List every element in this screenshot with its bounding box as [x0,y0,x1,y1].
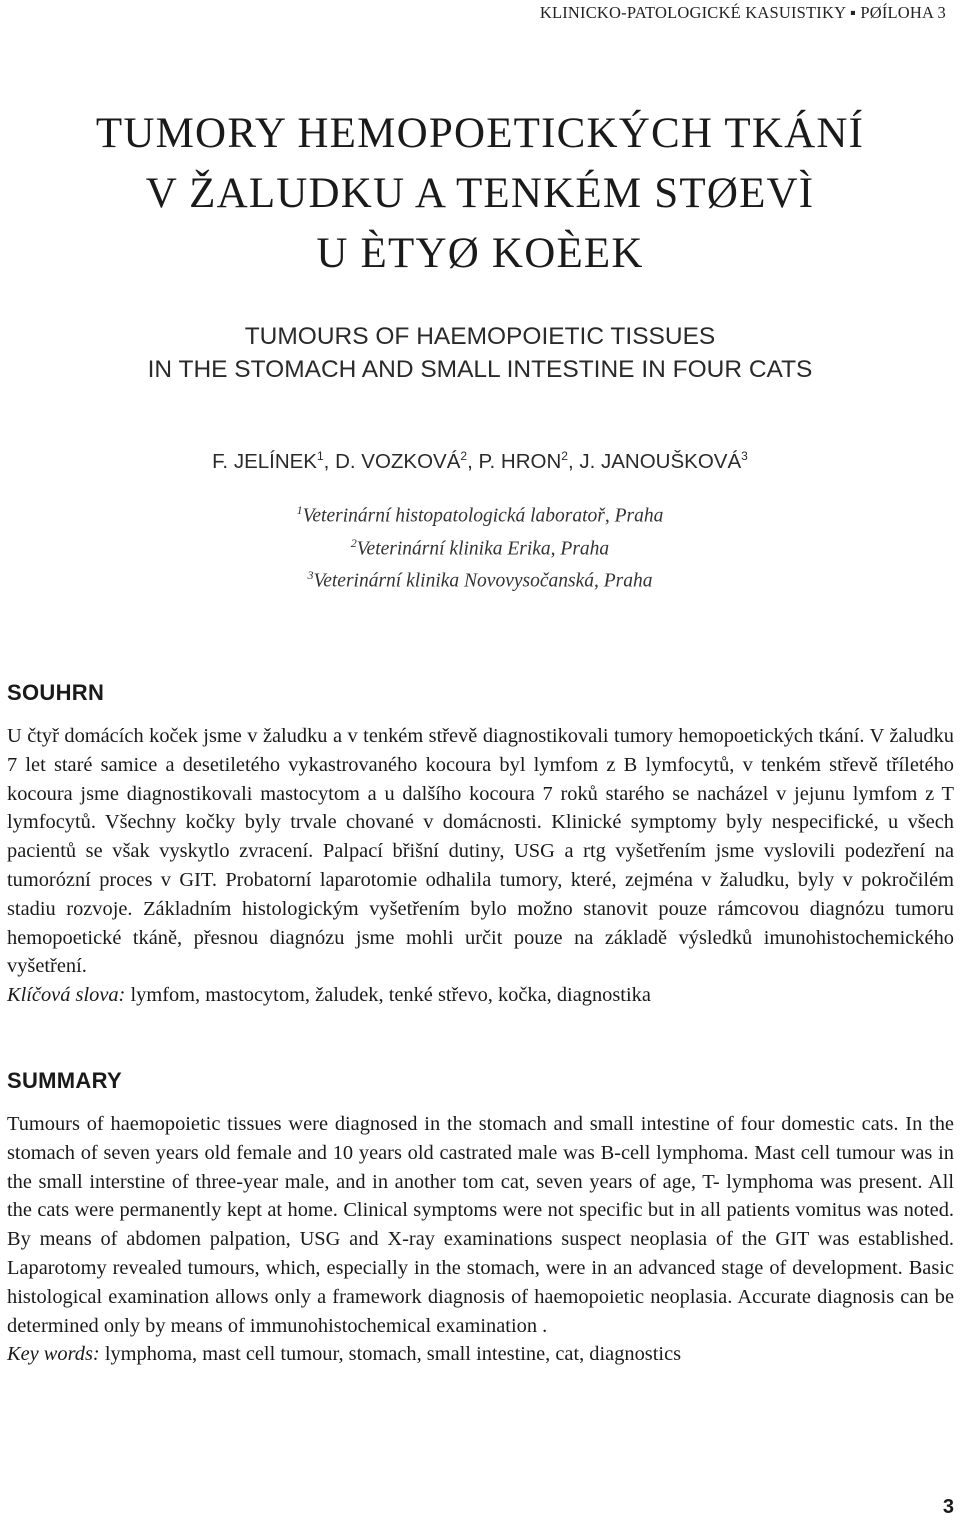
souhrn-keywords [7,981,954,1010]
souhrn-heading: SOUHRN [7,680,105,705]
english-title [0,320,960,386]
keywords-label: Key words: [7,1343,100,1366]
summary-keywords [7,1340,954,1369]
affiliation-mark: 2 [350,535,357,550]
affiliation-text: Veterinární histopatologická laboratoř, Praha [302,505,664,527]
author-affiliation-mark: 1 [316,449,324,463]
article-title [0,104,960,284]
author-affiliation-mark: 2 [561,449,568,463]
keywords-label: Klíčová slova: [7,984,126,1007]
running-head: KLINICKO-PATOLOGICKÉ KASUISTIKY ▪ PØÍLOHA 3 [539,3,946,22]
affiliation-text: Veterinární klinika Novovysočanská, Praha [313,570,653,592]
title-line: TUMORY HEMOPOETICKÝCH TKÁNÍ [95,110,865,157]
title-line: U ÈTYØ KOÈEK [316,230,644,277]
author-name: J. JANOUŠKOVÁ [579,449,742,473]
author-affiliation-mark: 3 [741,449,748,463]
affiliations [0,497,960,595]
affiliation-mark: 3 [307,568,314,582]
author-name: D. VOZKOVÁ [335,449,461,473]
affiliation [0,497,960,530]
summary-abstract: Tumours of haemopoietic tissues were diagnosed in the stomach and small intestine of four domestic cats. In the stomach of seven years old female and 10 years old castrated male was B-cell lymphoma. Mast cell tumour was in the small interstine of three-year male, and in another tom cat, seven years of age, T- lymphoma was present. All the cats were permanently kept at home. Clinical symptoms were not specific but in all patients vomitus was noted. By means of abdomen palpation, USG and X-ray examinations suspect neoplasia of the GIT was established. Laparotomy revealed tumours, which, especially in the stomach, were in an advanced stage of development. Basic histological examination allows only a framework diagnosis of haemopoietic neoplasia. Accurate diagnosis can be determined only by means of immunohistochemical examination . [7,1113,954,1337]
english-title-line: IN THE STOMACH AND SMALL INTESTINE IN FOUR CATS [147,356,813,383]
keywords-list: lymphoma, mast cell tumour, stomach, small intestine, cat, diagnostics [104,1343,682,1366]
souhrn-abstract: U čtyř domácích koček jsme v žaludku a v tenkém střevě diagnostikovali tumory hemopoetických tkání. V žaludku 7 let staré samice a desetiletého vykastrovaného kocoura byl lymfom z B lymfocytů, v tenkém střevě tříletého kocoura jsme diagnostikovali mastocytom a u dalšího kocoura 7 roků starého se nacházel v jejunu lymfom z T lymfocytů. Všechny kočky byly trvale chované v domácnosti. Klinické symptomy byly nespecifické, u všech pacientů se však vyskytlo zvracení. Palpací břišní dutiny, USG a rtg vyšetřením jsme vyslovili podezření na tumorózní proces v GIT. Probatorní laparotomie odhalila tumory, které, zejména v žaludku, byly v pokročilém stadiu rozvoje. Základním histologickým vyšetřením bylo možno stanovit pouze rámcovou diagnózu tumoru hemopoetické tkáně, přesnou diagnózu jsme mohli určit pouze na základě výsledků imunohistochemického vyšetření. [7,725,954,978]
affiliation-text: Veterinární klinika Erika, Praha [356,538,610,559]
affiliation [0,530,960,563]
title-line: V ŽALUDKU A TENKÉM STØEVÌ [145,170,815,217]
affiliation-mark: 1 [296,503,303,517]
author-list: F. JELÍNEK$^1$, D. VOZKOVÁ$^2$, P. HRON$^2$, J. JANOUŠKOVÁ$^3$ [212,449,748,473]
author-affiliation-mark: 2 [460,449,468,463]
affiliation [0,562,960,595]
author-name: F. JELÍNEK [212,449,317,473]
souhrn-section [7,722,954,1010]
author-name: P. HRON [478,449,562,473]
keywords-list: lymfom, mastocytom, žaludek, tenké střevo, kočka, diagnostika [130,984,651,1007]
english-title-line: TUMOURS OF HAEMOPOIETIC TISSUES [244,323,716,350]
summary-heading: SUMMARY [7,1068,122,1093]
page-number: 3 [942,1496,954,1518]
summary-section [7,1110,954,1369]
